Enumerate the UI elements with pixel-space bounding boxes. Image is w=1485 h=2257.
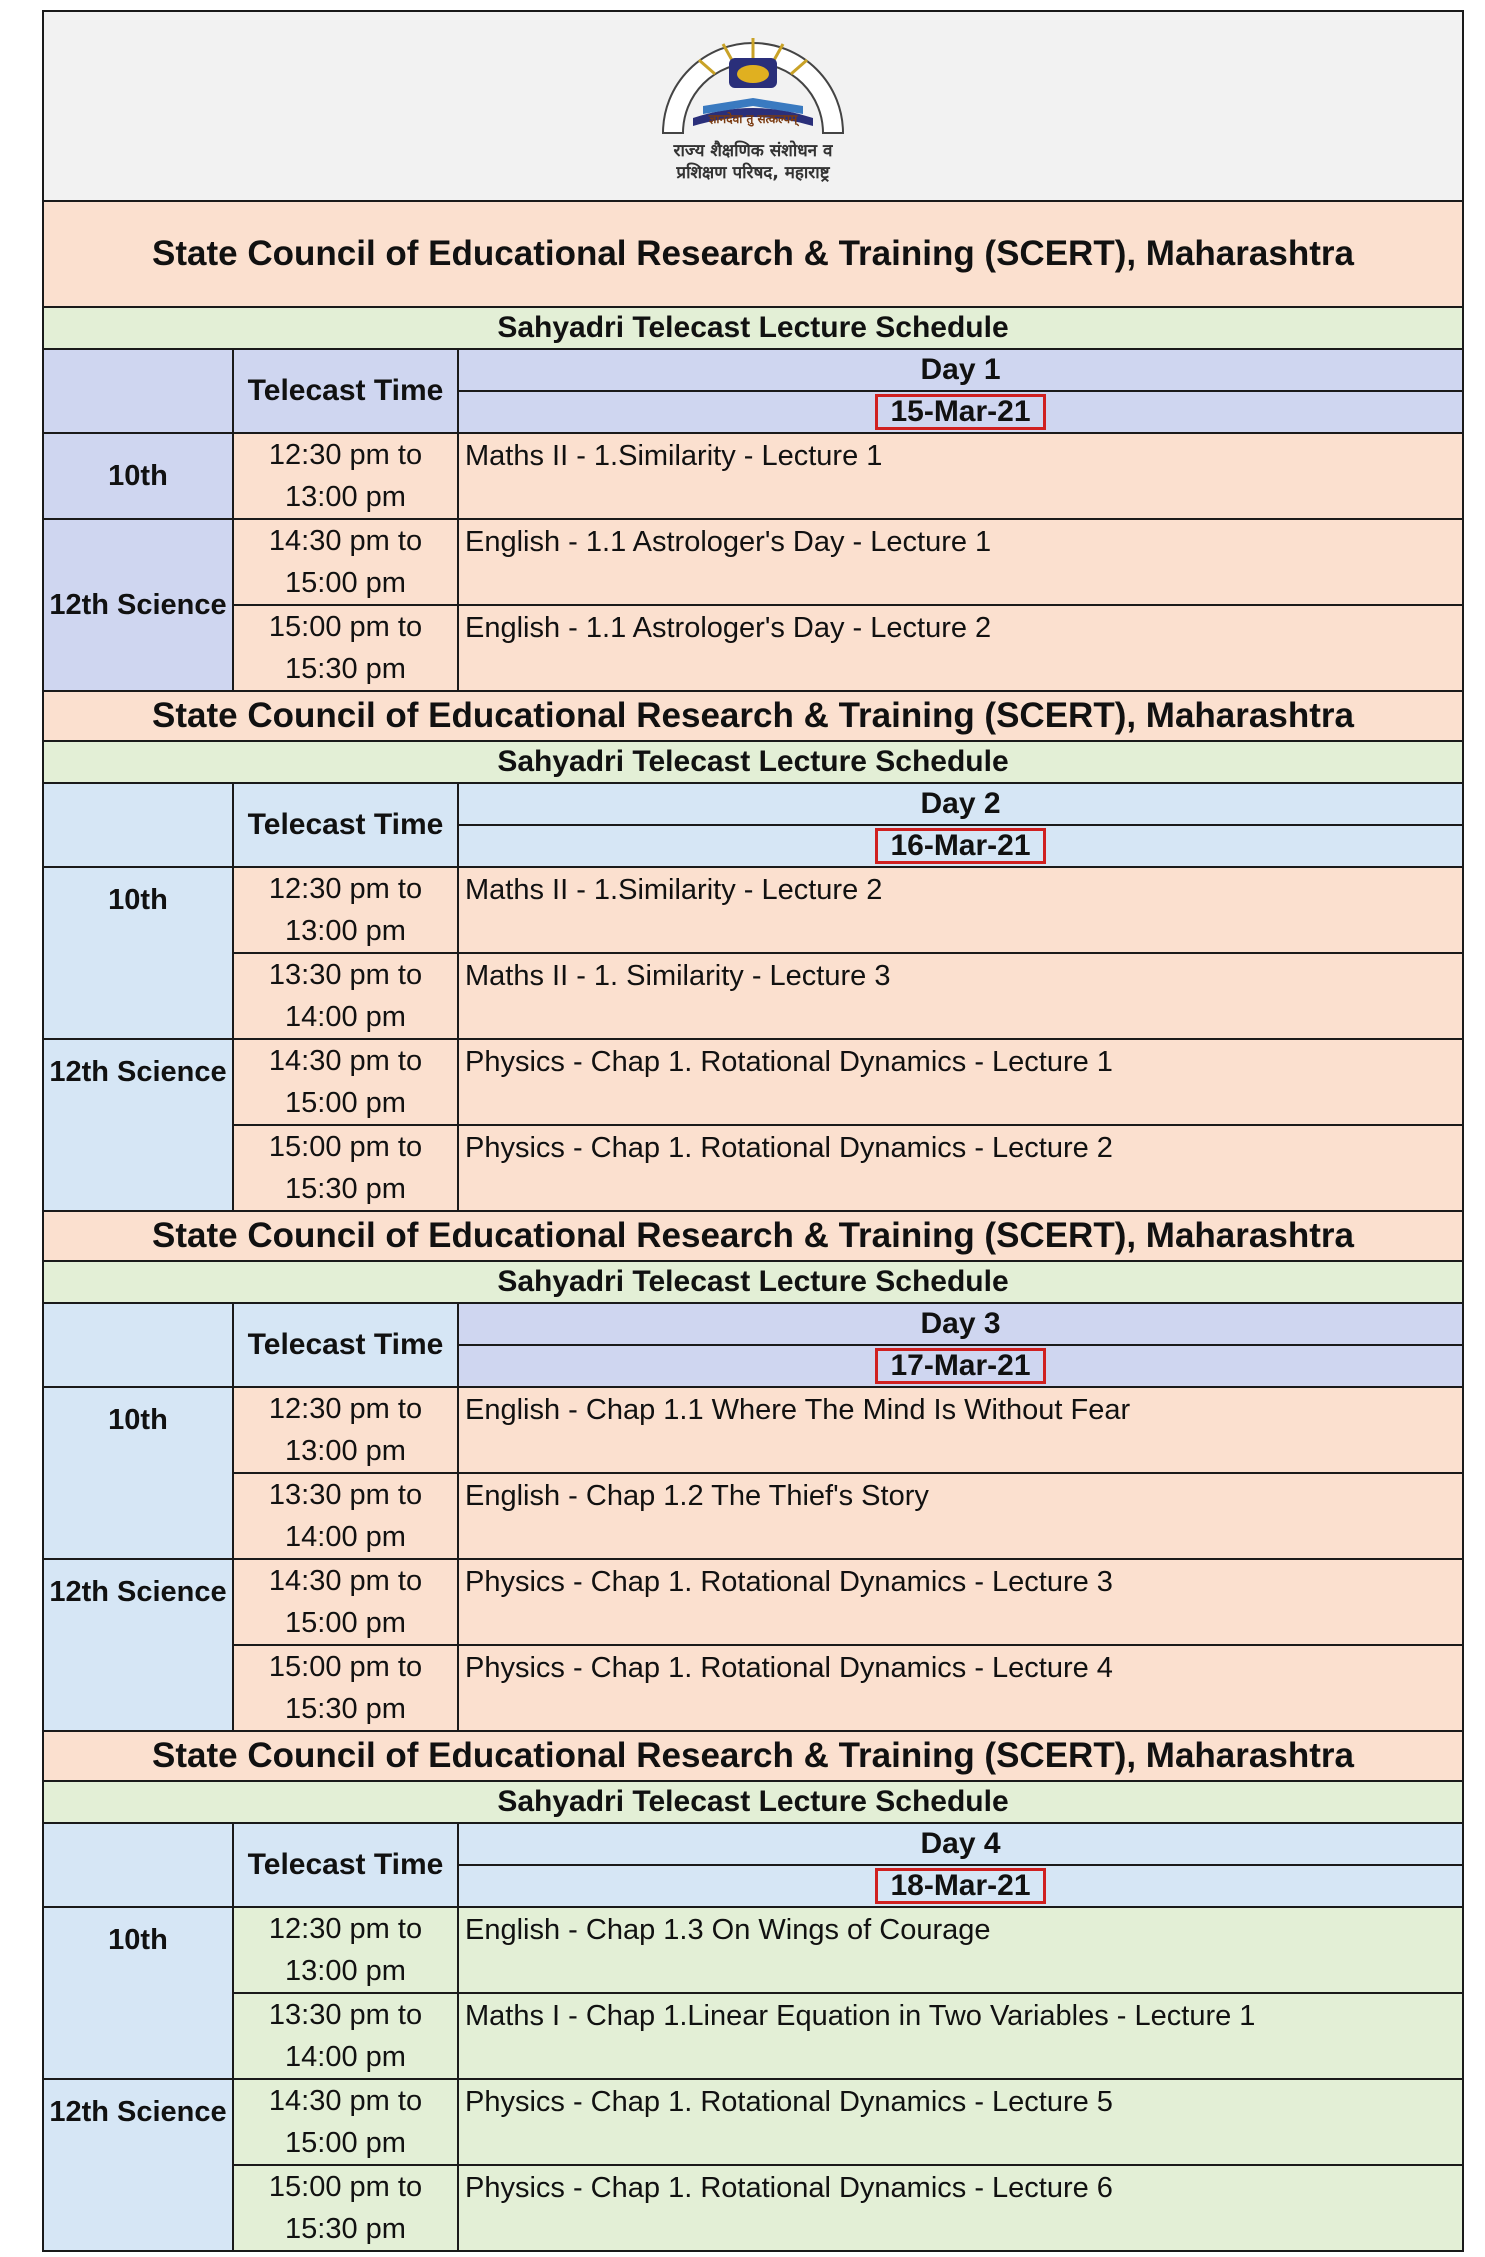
lecture-cell: English - 1.1 Astrologer's Day - Lecture 2	[458, 605, 1463, 691]
day-header-row	[43, 1303, 1463, 1345]
telecast-time-header: Telecast Time	[233, 1823, 458, 1907]
time-end: 15:00 pm	[285, 1087, 406, 1119]
time-cell	[233, 2079, 458, 2165]
date-cell	[458, 391, 1463, 433]
lecture-row	[43, 1125, 1463, 1211]
time-start: 13:30 pm to	[268, 1479, 423, 1511]
blank-header-cell	[43, 783, 233, 867]
lecture-row	[43, 1907, 1463, 1993]
time-cell	[233, 2165, 458, 2251]
lecture-cell: Physics - Chap 1. Rotational Dynamics - Lecture 2	[458, 1125, 1463, 1211]
grade-label: 12th Science	[49, 1056, 227, 1088]
time-start: 14:30 pm to	[268, 1565, 423, 1597]
schedule-subtitle: Sahyadri Telecast Lecture Schedule	[43, 307, 1463, 349]
lecture-cell: English - Chap 1.2 The Thief's Story	[458, 1473, 1463, 1559]
lecture-cell: Maths II - 1. Similarity - Lecture 3	[458, 953, 1463, 1039]
day-label: Day 2	[458, 783, 1463, 825]
telecast-time-header: Telecast Time	[233, 349, 458, 433]
lecture-cell: English - 1.1 Astrologer's Day - Lecture 1	[458, 519, 1463, 605]
lecture-row	[43, 1645, 1463, 1731]
grade-label: 10th	[108, 884, 168, 916]
logo-text-line-2: प्रशिक्षण परिषद, महाराष्ट्र	[676, 163, 830, 183]
time-start: 15:00 pm to	[268, 2171, 423, 2203]
lecture-row	[43, 2165, 1463, 2251]
title-row	[43, 1211, 1463, 1261]
title-row	[43, 1731, 1463, 1781]
time-start: 12:30 pm to	[268, 439, 423, 471]
time-end: 15:00 pm	[285, 567, 406, 599]
schedule-table	[42, 10, 1464, 2252]
day-label: Day 1	[458, 349, 1463, 391]
lecture-row	[43, 1387, 1463, 1473]
council-title: State Council of Educational Research & Training (SCERT), Maharashtra	[43, 691, 1463, 741]
blank-header-cell	[43, 1303, 233, 1387]
lecture-cell: Maths II - 1.Similarity - Lecture 1	[458, 433, 1463, 519]
time-start: 13:30 pm to	[268, 1999, 423, 2031]
lecture-row	[43, 1993, 1463, 2079]
time-end: 15:30 pm	[285, 1693, 406, 1725]
time-cell	[233, 1645, 458, 1731]
grade-cell	[43, 2079, 233, 2251]
lecture-row	[43, 1473, 1463, 1559]
telecast-time-header: Telecast Time	[233, 783, 458, 867]
day-label: Day 3	[458, 1303, 1463, 1345]
schedule-subtitle: Sahyadri Telecast Lecture Schedule	[43, 1781, 1463, 1823]
lecture-cell: Maths II - 1.Similarity - Lecture 2	[458, 867, 1463, 953]
lecture-cell: English - Chap 1.3 On Wings of Courage	[458, 1907, 1463, 1993]
grade-label: 12th Science	[49, 1576, 227, 1608]
date-badge: 15-Mar-21	[875, 394, 1045, 430]
time-end: 15:00 pm	[285, 1607, 406, 1639]
grade-cell: 12th Science	[43, 519, 233, 691]
grade-label: 12th Science	[49, 2096, 227, 2128]
time-start: 12:30 pm to	[268, 1393, 423, 1425]
lecture-row	[43, 519, 1463, 605]
council-title: State Council of Educational Research & Training (SCERT), Maharashtra	[43, 201, 1463, 307]
grade-cell	[43, 1387, 233, 1559]
day-label: Day 4	[458, 1823, 1463, 1865]
schedule-subtitle: Sahyadri Telecast Lecture Schedule	[43, 1261, 1463, 1303]
grade-cell	[43, 1907, 233, 2079]
subtitle-row	[43, 1781, 1463, 1823]
blank-header-cell	[43, 1823, 233, 1907]
council-title: State Council of Educational Research & Training (SCERT), Maharashtra	[43, 1731, 1463, 1781]
logo-motto: ज्ञानदेवा तु सत्कल्पम्	[708, 112, 798, 126]
date-badge: 17-Mar-21	[875, 1348, 1045, 1384]
lecture-cell: Maths I - Chap 1.Linear Equation in Two Variables - Lecture 1	[458, 1993, 1463, 2079]
time-end: 14:00 pm	[285, 1001, 406, 1033]
lecture-row	[43, 1039, 1463, 1125]
day-header-row	[43, 783, 1463, 825]
time-end: 15:00 pm	[285, 2127, 406, 2159]
lecture-row	[43, 433, 1463, 519]
time-end: 13:00 pm	[285, 481, 406, 513]
subtitle-row	[43, 307, 1463, 349]
time-cell	[233, 1125, 458, 1211]
time-cell	[233, 1387, 458, 1473]
time-start: 12:30 pm to	[268, 873, 423, 905]
grade-cell	[43, 867, 233, 1039]
logo-cell	[43, 11, 1463, 201]
time-start: 15:00 pm to	[268, 611, 423, 643]
time-end: 15:30 pm	[285, 1173, 406, 1205]
time-cell	[233, 1907, 458, 1993]
lecture-cell: Physics - Chap 1. Rotational Dynamics - Lecture 4	[458, 1645, 1463, 1731]
date-cell	[458, 1345, 1463, 1387]
time-cell	[233, 1559, 458, 1645]
subtitle-row	[43, 741, 1463, 783]
lecture-row	[43, 2079, 1463, 2165]
scert-logo	[643, 28, 863, 184]
date-badge: 16-Mar-21	[875, 828, 1045, 864]
schedule-sheet	[42, 10, 1462, 2250]
date-cell	[458, 825, 1463, 867]
schedule-subtitle: Sahyadri Telecast Lecture Schedule	[43, 741, 1463, 783]
time-start: 15:00 pm to	[268, 1651, 423, 1683]
time-start: 14:30 pm to	[268, 525, 423, 557]
lecture-cell: Physics - Chap 1. Rotational Dynamics - Lecture 5	[458, 2079, 1463, 2165]
council-title: State Council of Educational Research & Training (SCERT), Maharashtra	[43, 1211, 1463, 1261]
lecture-cell: Physics - Chap 1. Rotational Dynamics - Lecture 1	[458, 1039, 1463, 1125]
lecture-cell: Physics - Chap 1. Rotational Dynamics - Lecture 3	[458, 1559, 1463, 1645]
grade-cell	[43, 1039, 233, 1211]
time-start: 13:30 pm to	[268, 959, 423, 991]
time-end: 13:00 pm	[285, 1955, 406, 1987]
time-end: 15:30 pm	[285, 653, 406, 685]
time-cell	[233, 519, 458, 605]
time-cell	[233, 867, 458, 953]
time-cell	[233, 953, 458, 1039]
time-start: 15:00 pm to	[268, 1131, 423, 1163]
time-end: 13:00 pm	[285, 915, 406, 947]
title-row	[43, 691, 1463, 741]
date-cell	[458, 1865, 1463, 1907]
logo-row	[43, 11, 1463, 201]
time-end: 14:00 pm	[285, 2041, 406, 2073]
time-start: 14:30 pm to	[268, 2085, 423, 2117]
time-start: 14:30 pm to	[268, 1045, 423, 1077]
lecture-row	[43, 1559, 1463, 1645]
subtitle-row	[43, 1261, 1463, 1303]
title-row	[43, 201, 1463, 307]
blank-header-cell	[43, 349, 233, 433]
day-header-row	[43, 1823, 1463, 1865]
telecast-time-header: Telecast Time	[233, 1303, 458, 1387]
time-cell	[233, 1473, 458, 1559]
lecture-row	[43, 867, 1463, 953]
day-header-row	[43, 349, 1463, 391]
logo-text-line-1: राज्य शैक्षणिक संशोधन व	[673, 141, 833, 161]
time-cell	[233, 605, 458, 691]
time-cell	[233, 1993, 458, 2079]
time-cell	[233, 433, 458, 519]
time-end: 14:00 pm	[285, 1521, 406, 1553]
lecture-row	[43, 953, 1463, 1039]
lecture-cell: Physics - Chap 1. Rotational Dynamics - Lecture 6	[458, 2165, 1463, 2251]
time-cell	[233, 1039, 458, 1125]
grade-label: 10th	[108, 1924, 168, 1956]
time-end: 15:30 pm	[285, 2213, 406, 2245]
lecture-row	[43, 605, 1463, 691]
grade-cell	[43, 1559, 233, 1731]
date-badge: 18-Mar-21	[875, 1868, 1045, 1904]
lecture-cell: English - Chap 1.1 Where The Mind Is Without Fear	[458, 1387, 1463, 1473]
grade-cell: 10th	[43, 433, 233, 519]
grade-label: 10th	[108, 1404, 168, 1436]
time-end: 13:00 pm	[285, 1435, 406, 1467]
time-start: 12:30 pm to	[268, 1913, 423, 1945]
